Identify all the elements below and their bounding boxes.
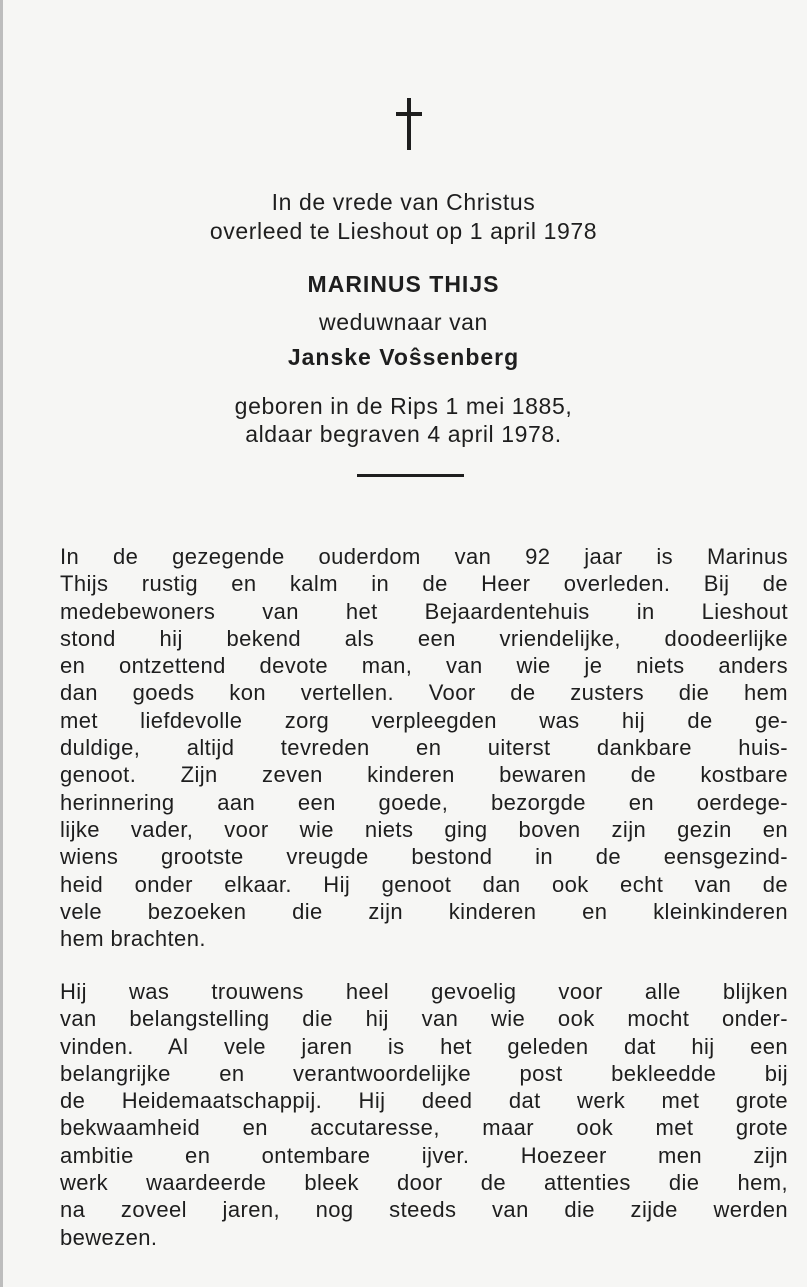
divider-rule [357, 474, 464, 477]
paragraph-2 [60, 978, 788, 1251]
text-line: lijke vader, voor wie niets ging boven zijn gezin en [60, 816, 788, 842]
text-line: In de gezegende ouderdom van 92 jaar is Marinus [60, 544, 788, 569]
text-line: bekwaamheid en accutaresse, maar ook met grote [60, 1115, 788, 1141]
text-line: stond hij bekend als een vriendelijke, doodeerlijke [60, 625, 788, 651]
text-line: genoot. Zijn zeven kinderen bewaren de kostbare [60, 762, 788, 788]
spouse-name: Janske Voŝsenberg [287, 344, 520, 370]
born-line: geboren in de Rips 1 mei 1885, [234, 393, 573, 419]
text-line: na zoveel jaren, nog steeds van die zijde werden [60, 1197, 788, 1223]
text-line: medebewoners van het Bejaardentehuis in Lieshout [60, 598, 788, 624]
text-line: herinnering aan een goede, bezorgde en oerdege- [60, 789, 788, 815]
text-line: dan goeds kon vertellen. Voor de zusters die hem [60, 680, 788, 706]
intro-line-1: In de vrede van Christus [271, 189, 536, 215]
text-line: en ontzettend devote man, van wie je niets anders [60, 653, 788, 679]
text-line: ambitie en ontembare ijver. Hoezeer men zijn [60, 1142, 788, 1168]
text-line: hem brachten. [60, 926, 206, 952]
intro-line-2: overleed te Lieshout op 1 april 1978 [209, 218, 598, 244]
relation-line: weduwnaar van [319, 309, 488, 335]
buried-line: aldaar begraven 4 april 1978. [245, 421, 562, 447]
text-line: de Heidemaatschappij. Hij deed dat werk met grote [60, 1088, 788, 1114]
text-line: duldige, altijd tevreden en uiterst dankbare huis- [60, 735, 788, 761]
text-line: vele bezoeken die zijn kinderen en kleinkinderen [60, 898, 788, 924]
text-line: van belangstelling die hij van wie ook mocht onder- [60, 1006, 788, 1032]
text-line: bewezen. [60, 1224, 158, 1250]
text-line: heid onder elkaar. Hij genoot dan ook echt van de [60, 871, 788, 897]
text-line: vinden. Al vele jaren is het geleden dat hij een [60, 1033, 788, 1059]
paragraph-1 [60, 543, 788, 952]
text-line: Thijs rustig en kalm in de Heer overleden. Bij de [60, 571, 788, 597]
cross-icon [396, 98, 422, 150]
text-line: Hij was trouwens heel gevoelig voor alle blijken [60, 979, 788, 1004]
text-line: werk waardeerde bleek door de attenties die hem, [60, 1170, 788, 1196]
deceased-name: MARINUS THIJS [307, 271, 500, 297]
text-line: wiens grootste vreugde bestond in de eensgezind- [60, 844, 788, 870]
text-line: met liefdevolle zorg verpleegden was hij de ge- [60, 707, 788, 733]
text-line: belangrijke en verantwoordelijke post bekleedde bij [60, 1060, 788, 1086]
